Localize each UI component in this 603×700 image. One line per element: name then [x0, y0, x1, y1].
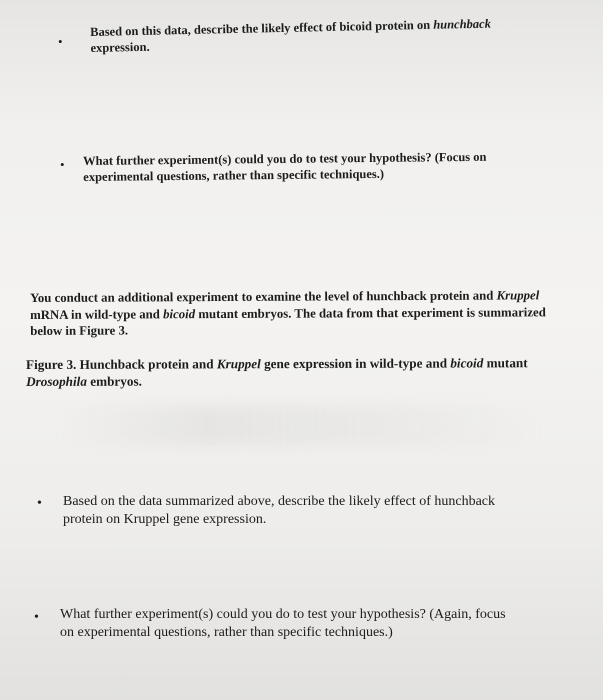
question-3: [0, 490, 603, 540]
figure-3-label: Figure 3.: [26, 356, 77, 372]
question-1-text: [90, 16, 521, 56]
bullet-2: •: [60, 157, 65, 172]
question-4-text: [60, 606, 590, 642]
question-4-line-1: What further experiment(s) could you do to test your hypothesis? (Again, focus: [60, 607, 506, 622]
question-4-line-2: on experimental questions, rather than specific techniques.): [60, 625, 393, 641]
figure-3-text-2: gene expression in wild-type and: [260, 355, 451, 372]
question-2-text: [83, 148, 543, 185]
figure-3-bicoid: bicoid: [450, 355, 484, 371]
question-1: [0, 0, 603, 80]
intro-part-3: mutant embryos. The data from that experiment is summarized below in Figure 3.: [30, 304, 546, 339]
question-2-line-2: experimental questions, rather than specific techniques.): [83, 167, 385, 185]
question-3-line-2: protein on Kruppel gene expression.: [63, 512, 267, 528]
question-2: [0, 140, 603, 200]
figure-3-caption: [26, 354, 571, 390]
question-3-line-1: Based on the data summarized above, describe the likely effect of hunchback: [63, 494, 496, 509]
question-4: [0, 603, 603, 653]
intro-paragraph: [30, 287, 575, 340]
bullet-4: •: [34, 610, 39, 625]
bullet-1: •: [58, 34, 63, 49]
figure-3-drosophila: Drosophila: [26, 373, 87, 390]
figure-3-text-3: mutant: [483, 355, 528, 371]
kruppel-word: Kruppel: [496, 288, 540, 303]
intro-part-2: mRNA in wild-type and: [30, 306, 164, 322]
intro-part-1: You conduct an additional experiment to examine the level of hunchback protein and: [30, 288, 497, 305]
figure-3-kruppel: Kruppel: [216, 356, 261, 372]
bleed-through-area: [60, 405, 540, 445]
bullet-3: •: [37, 496, 42, 511]
hunchback-word: hunchback: [433, 16, 492, 32]
question-2-line-1: What further experiment(s) could you do to test your hypothesis? (Focus on: [83, 149, 487, 168]
figure-3-text-4: embryos.: [86, 373, 142, 389]
question-3-text: [63, 493, 583, 529]
question-1-text-a: Based on this data, describe the likely effect of bicoid protein on: [90, 17, 434, 39]
bicoid-word: bicoid: [163, 306, 196, 321]
question-1-text-b: expression.: [90, 39, 150, 55]
figure-3-text-1: Hunchback protein and: [76, 356, 217, 372]
